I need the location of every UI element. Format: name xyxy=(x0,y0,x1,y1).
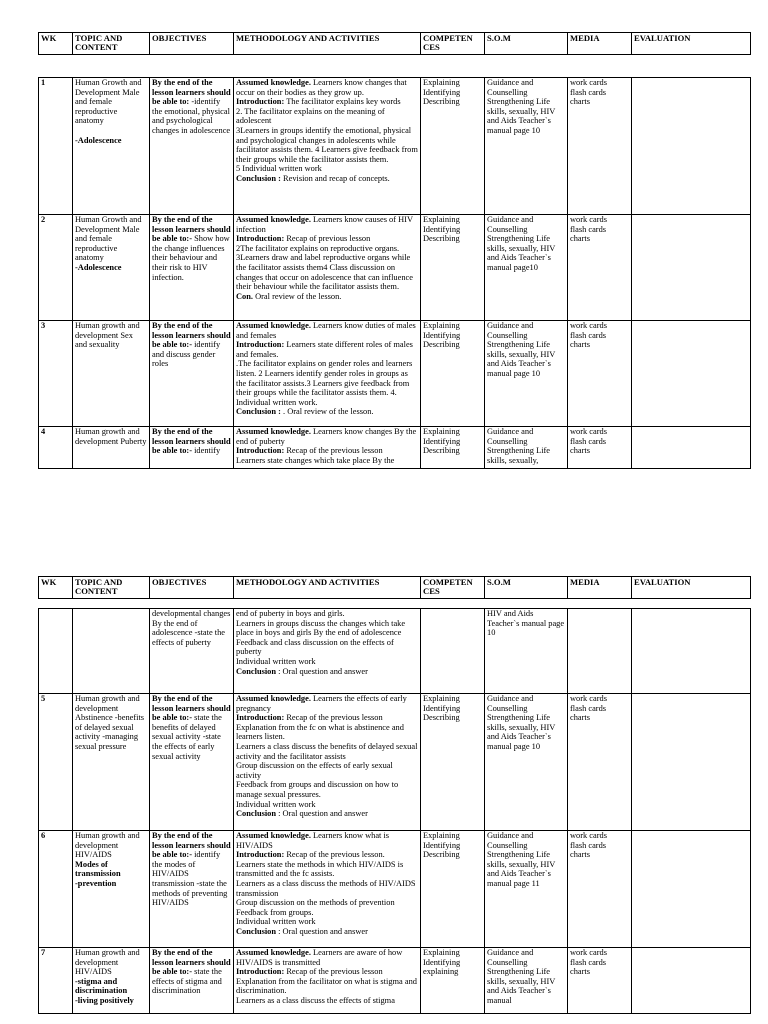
methodology-text: Feedback from groups. xyxy=(236,907,314,917)
methodology-line xyxy=(236,713,418,723)
media-item: flash cards xyxy=(570,840,607,850)
methodology-text: Learners state the methods in which HIV/AIDS is transmitted and the fc assists. xyxy=(236,859,404,879)
methodology-line xyxy=(236,78,418,97)
methodology-label: Con. xyxy=(236,291,253,301)
topic-cell xyxy=(73,321,150,427)
methodology-text: Recap of the previous lesson xyxy=(284,446,383,456)
methodology-line xyxy=(236,850,418,860)
methodology-text: : Oral question and answer xyxy=(276,926,368,936)
objectives-text: Show how the change influences their behaviour and their risk to HIV infection. xyxy=(152,234,230,282)
methodology-text: Recap of the previous lesson xyxy=(284,967,383,977)
objectives-intro: By the end of the lesson learners should be able to:- xyxy=(152,215,231,244)
media-cell xyxy=(568,78,632,215)
methodology-line xyxy=(236,898,418,908)
methodology-text: 2The facilitator explains on reproductive organs. 3Learners draw and label reproductive organs while the facilitator assists them4 Class discussion on changes that occur on adolescence that can influence their behaviour while the facilitator assists them. xyxy=(236,243,413,292)
methodology-cell xyxy=(234,694,421,831)
methodology-label: Conclusion : xyxy=(236,173,281,183)
methodology-text: Feedback from groups and discussion on how to manage sexual pressures. xyxy=(236,780,399,799)
objectives-text: identify the modes of HIV/AIDS transmission -state the methods of preventing HIV/AIDS xyxy=(152,850,228,908)
methodology-text: Learners in groups discuss the changes which take place in boys and girls By the end of adolescence xyxy=(236,618,406,638)
table-row xyxy=(39,948,751,1014)
methodology-label: Conclusion xyxy=(236,926,277,936)
objectives-intro: By the end of the lesson learners should be able to:- xyxy=(152,831,231,860)
topic-line: -living positively xyxy=(75,995,134,1005)
competence-item: Identifying xyxy=(423,840,461,850)
som-cell: Guidance and Counselling Strengthening Life skills, sexually, HIV and Aids Teacher`s manual page 11 xyxy=(485,831,568,948)
header-row xyxy=(39,577,751,599)
week-cell: 7 xyxy=(39,948,73,1014)
header-competences: COMPETEN CES xyxy=(421,33,485,55)
methodology-text: Learners know changes By the end of puberty xyxy=(236,427,417,446)
objectives-text: developmental changes By the end of adolescence -state the effects of puberty xyxy=(152,609,231,647)
methodology-line xyxy=(236,977,418,996)
topic-line: Human Growth and Development Male and female reproductive anatomy xyxy=(75,78,142,126)
media-item: charts xyxy=(570,850,590,860)
header-methodology: METHODOLOGY AND ACTIVITIES xyxy=(234,577,421,599)
methodology-line xyxy=(236,860,418,879)
table-row xyxy=(39,427,751,469)
header-topic: TOPIC AND CONTENT xyxy=(73,33,150,55)
methodology-text: Group discussion on the methods of prevention xyxy=(236,898,395,908)
methodology-line xyxy=(236,215,418,234)
header-objectives: OBJECTIVES xyxy=(150,577,234,599)
media-item: flash cards xyxy=(570,436,607,446)
methodology-cell xyxy=(234,78,421,215)
media-cell xyxy=(568,831,632,948)
objectives-intro: By the end of the lesson learners should be able to:- xyxy=(152,694,231,723)
topic-line: Human growth and development Sex and sexuality xyxy=(75,321,140,350)
header-som: S.O.M xyxy=(485,33,568,55)
methodology-line xyxy=(236,809,418,819)
methodology-text: 3Learners in groups identify the emotional, physical and psychological changes in adolescents while facilitator assists them. 4 Learners give feedback from their groups while the facilitator assists them. xyxy=(236,125,418,164)
methodology-line xyxy=(236,174,418,184)
methodology-line xyxy=(236,742,418,761)
methodology-text: Learners the effects of early pregnancy xyxy=(236,694,407,713)
methodology-text: Recap of the previous lesson xyxy=(284,713,383,723)
methodology-text: Learners a class discuss the benefits of delayed sexual activity and the facilitator assists xyxy=(236,741,418,761)
topic-line: Modes of transmission xyxy=(75,859,121,879)
week-cell: 3 xyxy=(39,321,73,427)
methodology-text: Explanation from the fc on what is abstinence and learners listen. xyxy=(236,722,404,742)
media-item: work cards xyxy=(570,321,607,330)
methodology-cell xyxy=(234,609,421,694)
methodology-text: 2. The facilitator explains on the meaning of adolescent xyxy=(236,106,385,126)
methodology-text: Feedback and class discussion on the effects of puberty xyxy=(236,637,394,657)
methodology-line xyxy=(236,321,418,340)
competence-item: Describing xyxy=(423,850,460,860)
methodology-line xyxy=(236,761,418,780)
topic-cell xyxy=(73,694,150,831)
methodology-label: Introduction: xyxy=(236,97,285,107)
week-cell: 5 xyxy=(39,694,73,831)
header-media: MEDIA xyxy=(568,33,632,55)
competences-cell xyxy=(421,427,485,469)
table1-header xyxy=(38,32,751,55)
objectives-cell xyxy=(150,609,234,694)
methodology-text: Learners as a class discuss the effects of stigma xyxy=(236,995,395,1005)
methodology-line xyxy=(236,694,418,713)
media-item: work cards xyxy=(570,215,607,224)
competence-item: Identifying xyxy=(423,703,461,713)
competences-cell xyxy=(421,831,485,948)
competence-item: Identifying xyxy=(423,957,461,967)
methodology-text: Individual written work xyxy=(236,917,316,927)
topic-line xyxy=(75,126,147,136)
methodology-cell xyxy=(234,831,421,948)
competences-cell xyxy=(421,948,485,1014)
objectives-cell xyxy=(150,321,234,427)
week-cell: 2 xyxy=(39,215,73,321)
methodology-line xyxy=(236,831,418,850)
methodology-line xyxy=(236,609,418,619)
objectives-text: state the effects of stigma and discrimination xyxy=(152,967,222,996)
methodology-line xyxy=(236,340,418,359)
som-cell: HIV and Aids Teacher`s manual page 10 xyxy=(485,609,568,694)
methodology-line xyxy=(236,948,418,967)
competence-item: Explaining xyxy=(423,427,460,436)
methodology-text: Learners state changes which take place By the xyxy=(236,455,395,465)
competences-cell xyxy=(421,78,485,215)
table1-body xyxy=(38,77,751,469)
header-wk: WK xyxy=(39,577,73,599)
week-cell: 1 xyxy=(39,78,73,215)
competence-item: Identifying xyxy=(423,436,461,446)
competence-item: explaining xyxy=(423,967,459,977)
methodology-text: Explanation from the facilitator on what is stigma and discrimination. xyxy=(236,976,417,996)
competence-item: Describing xyxy=(423,713,460,723)
methodology-line xyxy=(236,359,418,407)
methodology-text: Learners know changes that occur on their bodies as they grow up. xyxy=(236,78,407,97)
methodology-line xyxy=(236,723,418,742)
som-cell: Guidance and Counselling Strengthening Life skills, sexually, HIV and Aids Teacher`s manual xyxy=(485,948,568,1014)
methodology-line xyxy=(236,427,418,446)
evaluation-cell xyxy=(632,215,751,321)
table-row xyxy=(39,831,751,948)
topic-cell xyxy=(73,831,150,948)
methodology-line xyxy=(236,996,418,1006)
media-cell xyxy=(568,321,632,427)
competence-item: Explaining xyxy=(423,694,460,703)
header-som: S.O.M xyxy=(485,577,568,599)
methodology-line xyxy=(236,126,418,164)
topic-cell xyxy=(73,427,150,469)
header-evaluation: EVALUATION xyxy=(632,577,751,599)
objectives-text: identify and discuss gender roles xyxy=(152,340,221,369)
media-item: charts xyxy=(570,967,590,977)
methodology-text: Learners know causes of HIV infection xyxy=(236,215,413,234)
topic-line: -Adolescence xyxy=(75,135,122,145)
header-evaluation: EVALUATION xyxy=(632,33,751,55)
competences-cell xyxy=(421,609,485,694)
methodology-label: Introduction: xyxy=(236,234,285,244)
topic-line: -prevention xyxy=(75,878,117,888)
methodology-line xyxy=(236,164,418,174)
methodology-text: Learners as a class discuss the methods of HIV/AIDS transmission xyxy=(236,878,416,898)
competence-item: Explaining xyxy=(423,78,460,87)
methodology-text: : Oral question and answer xyxy=(276,809,368,819)
topic-line: -Adolescence xyxy=(75,262,122,272)
media-item: charts xyxy=(570,713,590,723)
media-item: flash cards xyxy=(570,224,607,234)
methodology-text: Revision and recap of concepts. xyxy=(280,173,390,183)
methodology-text: Group discussion on the effects of early sexual activity xyxy=(236,761,393,780)
topic-line: Human growth and development Puberty xyxy=(75,427,147,446)
header-row xyxy=(39,33,751,55)
media-item: work cards xyxy=(570,427,607,436)
topic-line: Human Growth and Development Male and female reproductive anatomy xyxy=(75,215,142,263)
methodology-label: Assumed knowledge. xyxy=(236,427,311,436)
topic-line: -stigma and discrimination xyxy=(75,976,128,996)
header-media: MEDIA xyxy=(568,577,632,599)
table-row xyxy=(39,215,751,321)
topic-cell xyxy=(73,948,150,1014)
week-cell xyxy=(39,609,73,694)
objectives-cell xyxy=(150,831,234,948)
competences-cell xyxy=(421,694,485,831)
competences-cell xyxy=(421,321,485,427)
competence-item: Describing xyxy=(423,340,460,350)
table-row xyxy=(39,609,751,694)
media-cell xyxy=(568,948,632,1014)
objectives-cell xyxy=(150,427,234,469)
methodology-line xyxy=(236,908,418,918)
methodology-label: Assumed knowledge. xyxy=(236,321,311,330)
methodology-text: Oral review of the lesson. xyxy=(253,291,342,301)
topic-cell xyxy=(73,609,150,694)
header-competences: COMPETEN CES xyxy=(421,577,485,599)
evaluation-cell xyxy=(632,694,751,831)
methodology-label: Conclusion : xyxy=(236,407,281,417)
week-cell: 6 xyxy=(39,831,73,948)
topic-line: Human growth and development HIV/AIDS xyxy=(75,831,140,860)
evaluation-cell xyxy=(632,609,751,694)
competence-item: Identifying xyxy=(423,224,461,234)
media-item: flash cards xyxy=(570,330,607,340)
evaluation-cell xyxy=(632,427,751,469)
methodology-line xyxy=(236,667,418,677)
methodology-text: Individual written work xyxy=(236,656,316,666)
objectives-intro: By the end of the lesson learners should be able to:- xyxy=(152,427,231,456)
methodology-line xyxy=(236,917,418,927)
methodology-cell xyxy=(234,948,421,1014)
competence-item: Identifying xyxy=(423,330,461,340)
methodology-line xyxy=(236,97,418,107)
media-cell xyxy=(568,427,632,469)
methodology-label: Introduction: xyxy=(236,850,285,860)
methodology-line xyxy=(236,879,418,898)
methodology-line xyxy=(236,107,418,126)
methodology-text: : Oral question and answer xyxy=(276,666,368,676)
media-item: flash cards xyxy=(570,703,607,713)
media-item: charts xyxy=(570,340,590,350)
objectives-cell xyxy=(150,78,234,215)
competence-item: Explaining xyxy=(423,215,460,224)
methodology-text: . Oral review of the lesson. xyxy=(280,407,374,417)
header-methodology: METHODOLOGY AND ACTIVITIES xyxy=(234,33,421,55)
methodology-text: Learners know what is HIV/AIDS xyxy=(236,831,390,850)
methodology-cell xyxy=(234,321,421,427)
methodology-label: Conclusion xyxy=(236,666,277,676)
objectives-cell xyxy=(150,948,234,1014)
methodology-line xyxy=(236,407,418,417)
table-row xyxy=(39,78,751,215)
methodology-text: 5 Individual written work xyxy=(236,164,322,174)
header-wk: WK xyxy=(39,33,73,55)
evaluation-cell xyxy=(632,948,751,1014)
methodology-text: Individual written work xyxy=(236,799,316,809)
methodology-label: Introduction: xyxy=(236,967,285,977)
evaluation-cell xyxy=(632,78,751,215)
methodology-text: Learners know duties of males and females xyxy=(236,321,416,340)
som-cell: Guidance and Counselling Strengthening Life skills, sexually, xyxy=(485,427,568,469)
methodology-label: Assumed knowledge. xyxy=(236,831,311,840)
methodology-text: The facilitator explains key words xyxy=(284,97,401,107)
media-item: charts xyxy=(570,234,590,244)
media-item: work cards xyxy=(570,694,607,703)
methodology-line xyxy=(236,619,418,638)
competence-item: Describing xyxy=(423,234,460,244)
methodology-label: Assumed knowledge. xyxy=(236,78,311,87)
methodology-label: Introduction: xyxy=(236,713,285,723)
topic-line: Human growth and development HIV/AIDS xyxy=(75,948,140,977)
objectives-cell xyxy=(150,694,234,831)
methodology-line xyxy=(236,292,418,302)
table-row xyxy=(39,321,751,427)
methodology-label: Assumed knowledge. xyxy=(236,948,311,957)
methodology-text: Learners are aware of how HIV/AIDS is transmitted xyxy=(236,948,403,967)
methodology-line xyxy=(236,657,418,667)
methodology-cell xyxy=(234,215,421,321)
methodology-text: Learners state different roles of males and females. xyxy=(236,340,413,359)
methodology-line xyxy=(236,234,418,244)
som-cell: Guidance and Counselling Strengthening Life skills, sexually, HIV and Aids Teacher`s manual page 10 xyxy=(485,321,568,427)
media-item: flash cards xyxy=(570,957,607,967)
methodology-line xyxy=(236,456,418,466)
methodology-line xyxy=(236,967,418,977)
methodology-line xyxy=(236,780,418,799)
evaluation-cell xyxy=(632,321,751,427)
topic-cell xyxy=(73,215,150,321)
topic-line: Human growth and development Abstinence -benefits of delayed sexual activity -managing sexual pressure xyxy=(75,694,145,751)
table2-body xyxy=(38,608,751,1014)
competences-cell xyxy=(421,215,485,321)
methodology-label: Assumed knowledge. xyxy=(236,215,311,224)
table2-header xyxy=(38,576,751,599)
header-topic: TOPIC AND CONTENT xyxy=(73,577,150,599)
competence-item: Explaining xyxy=(423,321,460,330)
week-cell: 4 xyxy=(39,427,73,469)
media-item: flash cards xyxy=(570,87,607,97)
objectives-intro: By the end of the lesson learners should be able to: xyxy=(152,78,231,107)
objectives-text: -identify the emotional, physical and psychological changes in adolescence xyxy=(152,97,231,135)
competence-item: Describing xyxy=(423,446,460,456)
competence-item: Describing xyxy=(423,97,460,107)
evaluation-cell xyxy=(632,831,751,948)
som-cell: Guidance and Counselling Strengthening Life skills, sexually, HIV and Aids Teacher`s manual page 10 xyxy=(485,78,568,215)
methodology-text: Recap of previous lesson xyxy=(284,234,371,244)
objectives-text: state the benefits of delayed sexual activity -state the effects of early sexual activity xyxy=(152,713,222,761)
methodology-label: Introduction: xyxy=(236,340,285,350)
methodology-label: Introduction: xyxy=(236,446,285,456)
methodology-line xyxy=(236,638,418,657)
methodology-text: .The facilitator explains on gender roles and learners listen. 2 Learners identify gender roles in groups as the facilitator assists.3 Learners give feedback from their groups while the facilitator assists them. 4. Individual written work. xyxy=(236,359,413,407)
media-item: charts xyxy=(570,97,590,107)
media-item: work cards xyxy=(570,948,607,957)
methodology-text: Recap of the previous lesson. xyxy=(284,850,385,860)
objectives-intro: By the end of the lesson learners should be able to:- xyxy=(152,321,231,350)
competence-item: Explaining xyxy=(423,831,460,840)
methodology-cell xyxy=(234,427,421,469)
som-cell: Guidance and Counselling Strengthening Life skills, sexually, HIV and Aids Teacher`s manual page 10 xyxy=(485,694,568,831)
objectives-text: identify xyxy=(194,446,221,456)
methodology-line xyxy=(236,446,418,456)
methodology-label: Assumed knowledge. xyxy=(236,694,311,703)
methodology-line xyxy=(236,800,418,810)
media-item: charts xyxy=(570,446,590,456)
methodology-text: end of puberty in boys and girls. xyxy=(236,609,345,618)
media-cell xyxy=(568,215,632,321)
header-objectives: OBJECTIVES xyxy=(150,33,234,55)
media-item: work cards xyxy=(570,78,607,87)
media-cell xyxy=(568,694,632,831)
objectives-intro: By the end of the lesson learners should be able to:- xyxy=(152,948,231,977)
objectives-cell xyxy=(150,215,234,321)
media-cell xyxy=(568,609,632,694)
competence-item: Explaining xyxy=(423,948,460,957)
methodology-line xyxy=(236,927,418,937)
som-cell: Guidance and Counselling Strengthening Life skills, sexually, HIV and Aids Teacher`s manual page10 xyxy=(485,215,568,321)
competence-item: Identifying xyxy=(423,87,461,97)
table-row xyxy=(39,694,751,831)
topic-cell xyxy=(73,78,150,215)
media-item: work cards xyxy=(570,831,607,840)
methodology-line xyxy=(236,244,418,292)
methodology-label: Conclusion xyxy=(236,809,277,819)
